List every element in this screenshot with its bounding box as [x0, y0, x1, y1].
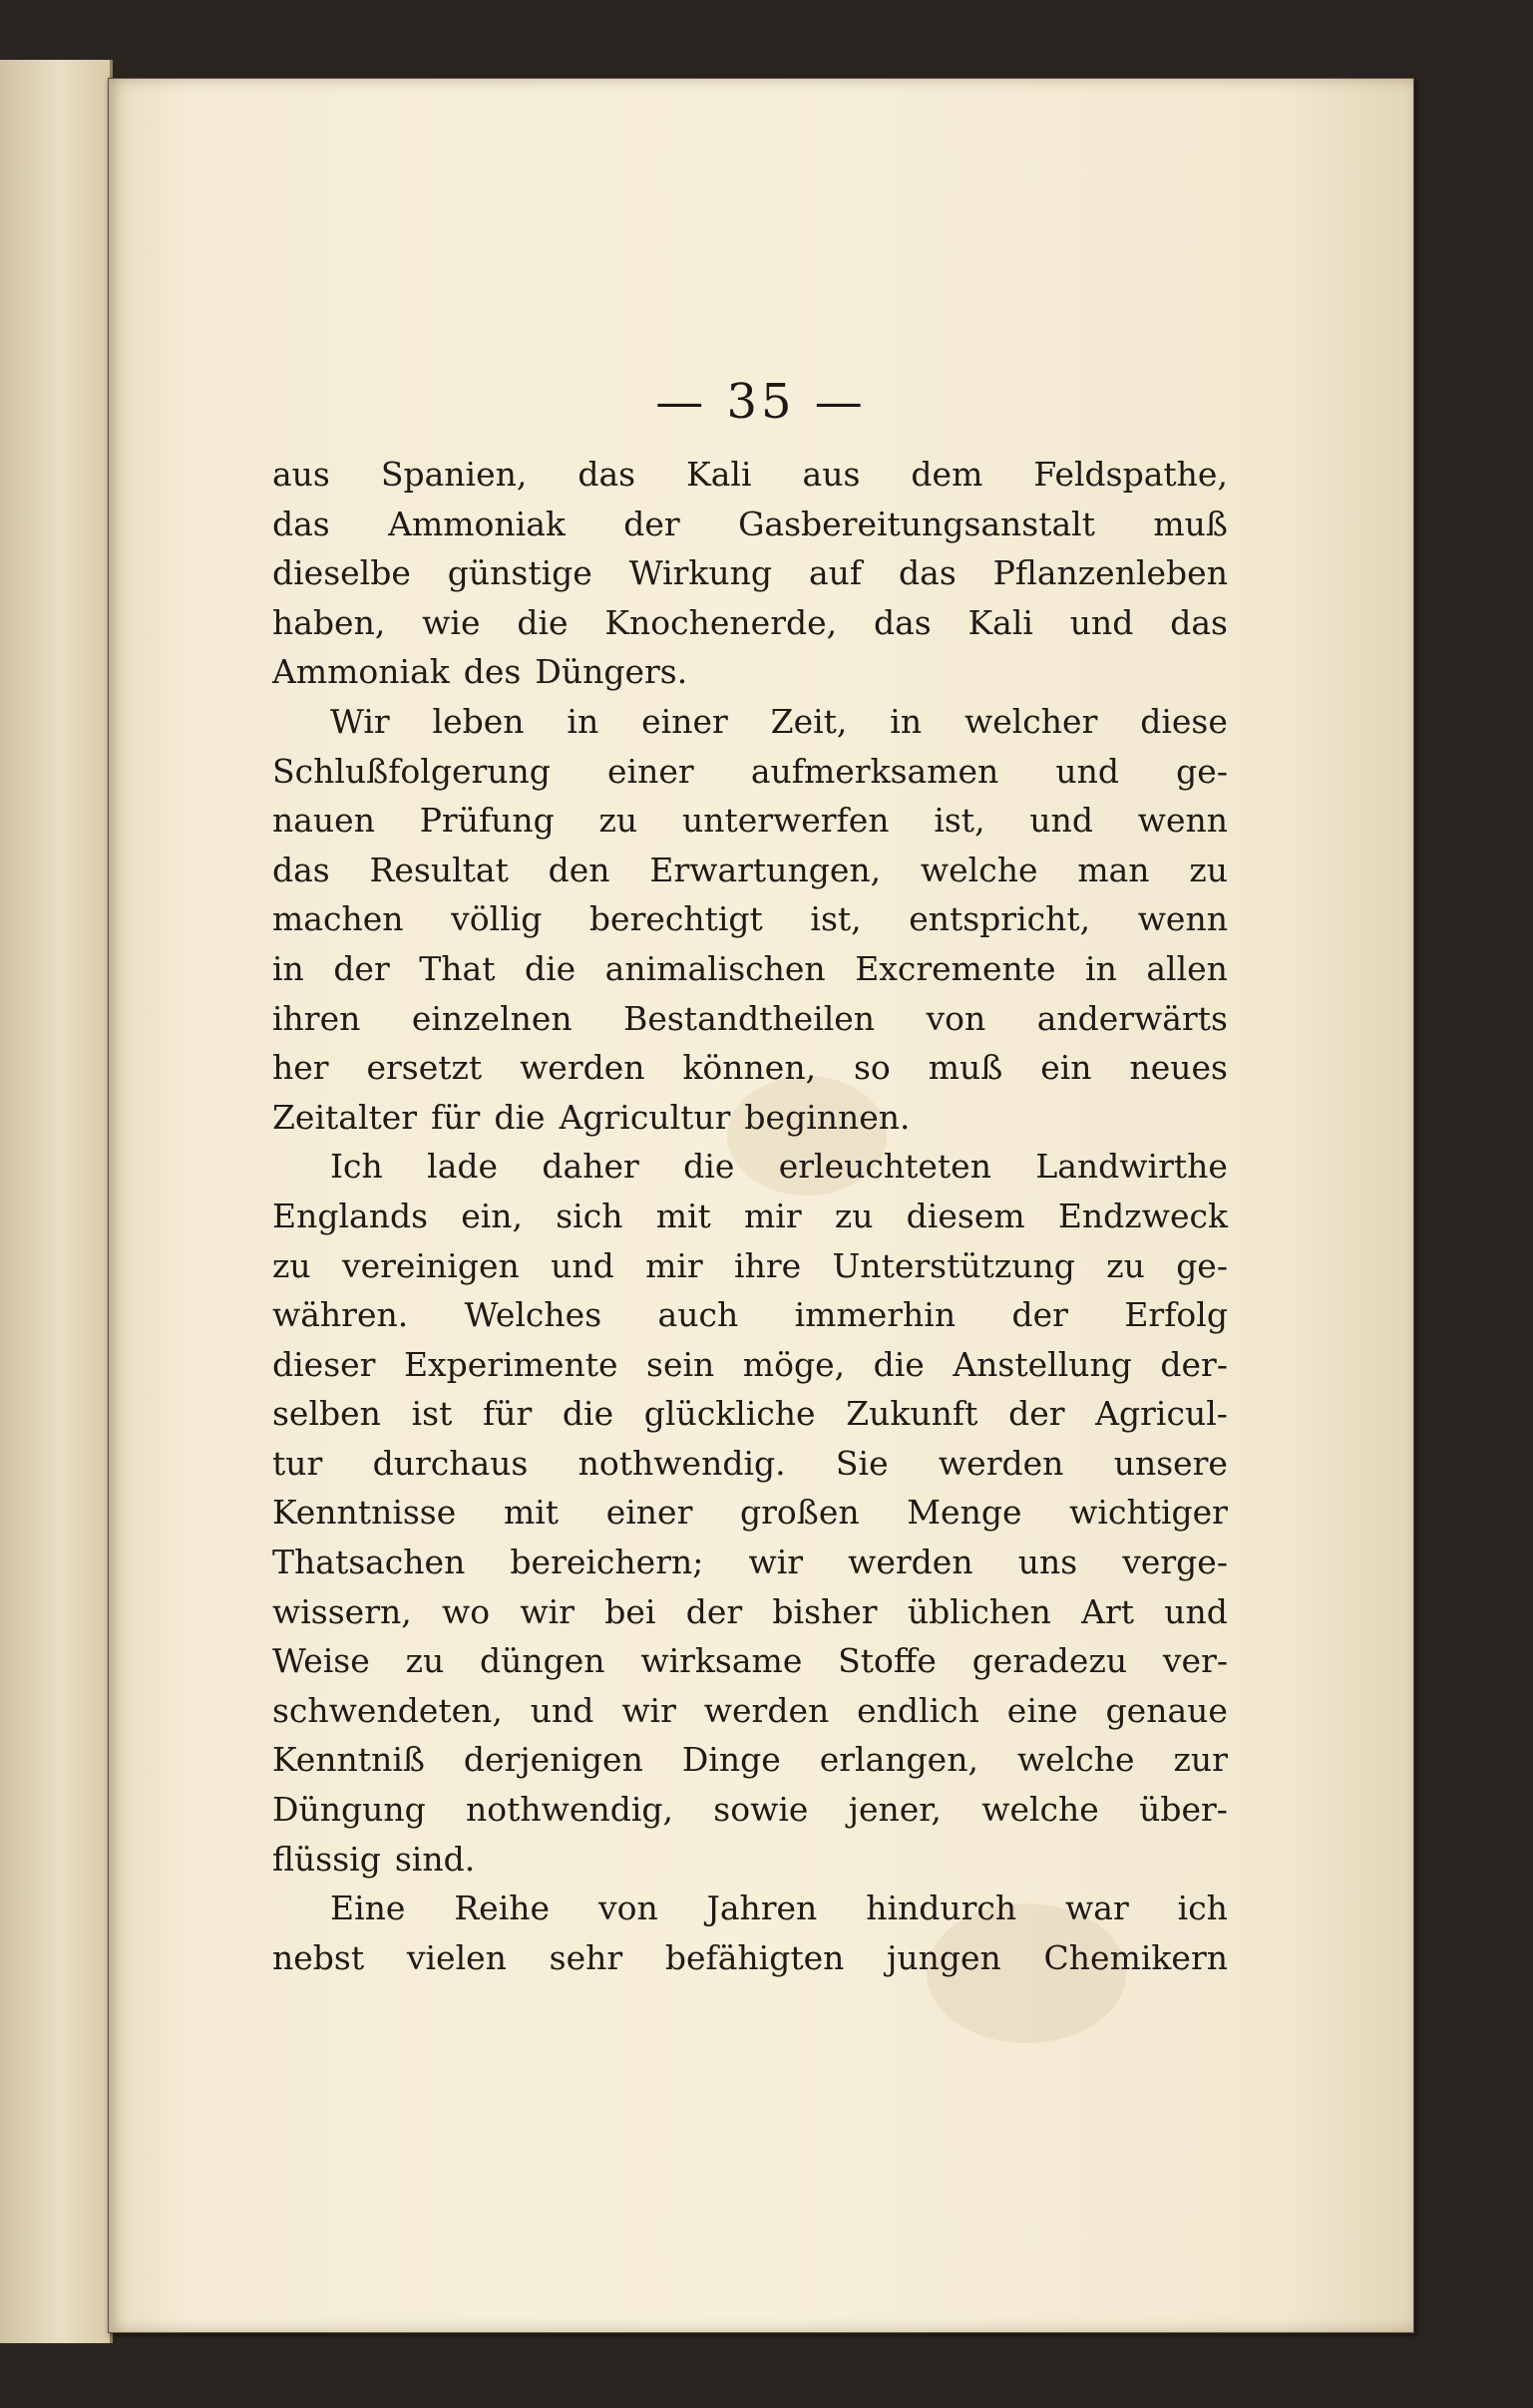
- text-line: Kenntnisse mit einer großen Menge wichtiger: [272, 1493, 1228, 1533]
- text-line: Kenntniß derjenigen Dinge erlangen, welche zur: [272, 1740, 1228, 1780]
- text-line: Ammoniak des Düngers.: [272, 652, 688, 692]
- book-page: [108, 78, 1414, 2333]
- text-line: in der That die animalischen Excremente in allen: [272, 948, 1228, 988]
- text-line: Thatsachen bereichern; wir werden uns verge-: [272, 1543, 1228, 1582]
- text-line: Eine Reihe von Jahren hindurch war ich: [330, 1889, 1228, 1928]
- body-text: [272, 450, 1228, 1982]
- facing-page-edge: [0, 60, 113, 2343]
- text-line: dieser Experimente sein möge, die Anstellung der-: [272, 1344, 1228, 1384]
- text-line: Ich lade daher die erleuchteten Landwirthe: [330, 1147, 1228, 1187]
- text-line: aus Spanien, das Kali aus dem Feldspathe,: [272, 455, 1228, 494]
- text-line: Zeitalter für die Agricultur beginnen.: [272, 1097, 911, 1137]
- page-number: — 35 —: [655, 374, 867, 430]
- text-line: schwendeten, und wir werden endlich eine genaue: [272, 1690, 1228, 1730]
- text-line: Wir leben in einer Zeit, in welcher diese: [330, 701, 1228, 741]
- text-line: flüssig sind.: [272, 1839, 476, 1879]
- text-line: das Resultat den Erwartungen, welche man zu: [272, 850, 1228, 889]
- text-line: nebst vielen sehr befähigten jungen Chemikern: [272, 1937, 1228, 1977]
- text-line: Düngung nothwendig, sowie jener, welche über-: [272, 1790, 1228, 1830]
- text-line: wissern, wo wir bei der bisher üblichen Art und: [272, 1591, 1228, 1631]
- text-line: selben ist für die glückliche Zukunft der Agricul-: [272, 1394, 1228, 1434]
- text-line: her ersetzt werden können, so muß ein neues: [272, 1048, 1228, 1088]
- text-line: nauen Prüfung zu unterwerfen ist, und wenn: [272, 801, 1228, 841]
- text-line: ihren einzelnen Bestandtheilen von anderwärts: [272, 998, 1228, 1038]
- text-line: haben, wie die Knochenerde, das Kali und das: [272, 602, 1228, 642]
- text-line: das Ammoniak der Gasbereitungsanstalt muß: [272, 504, 1228, 543]
- text-line: machen völlig berechtigt ist, entspricht, wenn: [272, 899, 1228, 939]
- text-line: dieselbe günstige Wirkung auf das Pflanzenleben: [272, 553, 1228, 593]
- text-line: Schlußfolgerung einer aufmerksamen und ge-: [272, 751, 1228, 791]
- text-line: zu vereinigen und mir ihre Unterstützung zu ge-: [272, 1245, 1228, 1285]
- text-line: Englands ein, sich mit mir zu diesem Endzweck: [272, 1196, 1228, 1235]
- text-line: tur durchaus nothwendig. Sie werden unsere: [272, 1443, 1228, 1483]
- text-line: Weise zu düngen wirksame Stoffe geradezu ver-: [272, 1641, 1228, 1681]
- text-line: währen. Welches auch immerhin der Erfolg: [272, 1295, 1228, 1335]
